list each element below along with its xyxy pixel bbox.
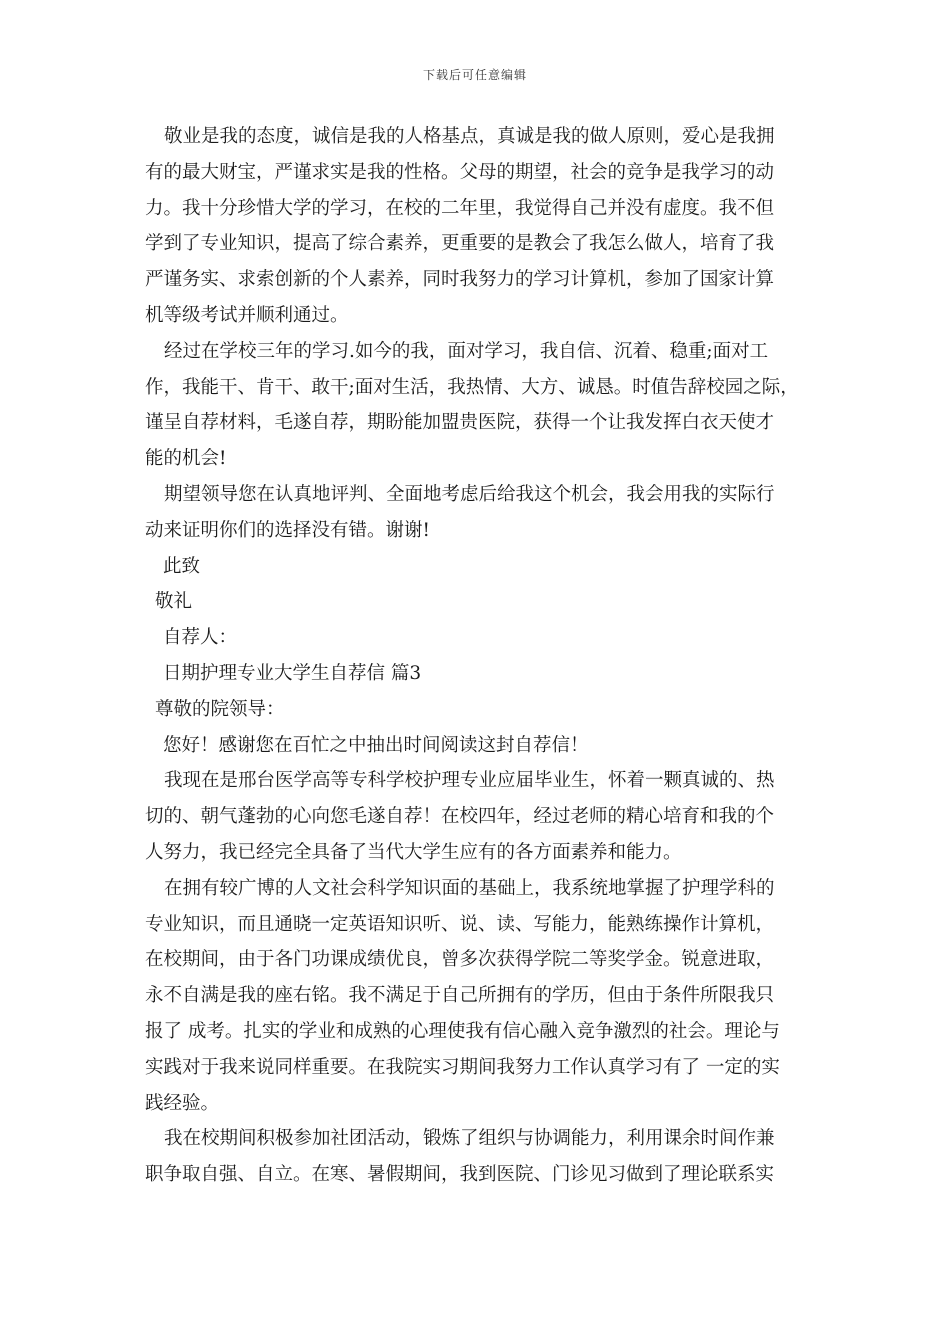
text-line: 切的、朝气蓬勃的心向您毛遂自荐！在校四年，经过老师的精心培育和我的个 (145, 806, 775, 828)
text-line: 此致 (163, 555, 201, 577)
text-line: 自荐人： (163, 627, 238, 649)
text-line: 我在校期间积极参加社团活动，锻炼了组织与协调能力，利用课余时间作兼 (164, 1128, 775, 1150)
text-line: 学到了专业知识，提高了综合素养，更重要的是教会了我怎么做人，培育了我 (145, 233, 775, 255)
text-line: 机等级考试并顺利通过。 (145, 304, 349, 326)
text-line: 在拥有较广博的人文社会科学知识面的基础上，我系统地掌握了护理学科的 (164, 877, 775, 899)
text-line: 有的最大财宝，严谨求实是我的性格。父母的期望，社会的竞争是我学习的动 (145, 161, 775, 183)
text-line: 尊敬的院领导： (155, 698, 285, 720)
text-line: 我现在是邢台医学高等专科学校护理专业应届毕业生，怀着一颗真诚的、热 (164, 770, 775, 792)
letter-body (145, 119, 825, 1193)
text-line: 谨呈自荐材料，毛遂自荐，期盼能加盟贵医院，获得一个让我发挥白衣天使才 (145, 412, 775, 434)
text-line: 力。我十分珍惜大学的学习，在校的二年里，我觉得自己并没有虚度。我不但 (145, 197, 775, 219)
text-line: 敬礼 (155, 591, 193, 613)
text-line: 严谨务实、求索创新的个人素养，同时我努力的学习计算机，参加了国家计算 (145, 269, 775, 291)
text-line: 专业知识，而且通晓一定英语知识听、说、读、写能力，能熟练操作计算机， (145, 913, 775, 935)
text-line: 期望领导您在认真地评判、全面地考虑后给我这个机会，我会用我的实际行 (164, 483, 775, 505)
text-line: 实践对于我来说同样重要。在我院实习期间我努力工作认真学习有了 一定的实 (145, 1056, 780, 1078)
text-line: 作，我能干、肯干、敢干;面对生活，我热情、大方、诚恳。时值告辞校园之际， (145, 376, 799, 398)
page-header-note: 下载后可任意编辑 (422, 68, 527, 82)
text-line: 职争取自强、自立。在寒、暑假期间，我到医院、门诊见习做到了理论联系实 (145, 1164, 775, 1186)
text-line: 永不自满是我的座右铭。我不满足于自己所拥有的学历，但由于条件所限我只 (145, 985, 775, 1007)
text-line: 人努力，我已经完全具备了当代大学生应有的各方面素养和能力。 (145, 841, 682, 863)
text-line: 能的机会! (145, 448, 227, 470)
text-line: 践经验。 (145, 1092, 220, 1114)
text-line: 日期护理专业大学生自荐信 篇3 (163, 662, 422, 684)
text-line: 经过在学校三年的学习.如今的我，面对学习，我自信、沉着、稳重;面对工 (164, 340, 769, 362)
text-line: 动来证明你们的选择没有错。谢谢! (145, 519, 430, 541)
text-line: 您好！感谢您在百忙之中抽出时间阅读这封自荐信！ (163, 734, 589, 756)
text-line: 报了 成考。扎实的学业和成熟的心理使我有信心融入竞争激烈的社会。理论与 (145, 1020, 780, 1042)
text-line: 敬业是我的态度，诚信是我的人格基点，真诚是我的做人原则，爱心是我拥 (164, 126, 775, 147)
text-line: 在校期间，由于各门功课成绩优良，曾多次获得学院二等奖学金。锐意进取， (145, 949, 775, 971)
